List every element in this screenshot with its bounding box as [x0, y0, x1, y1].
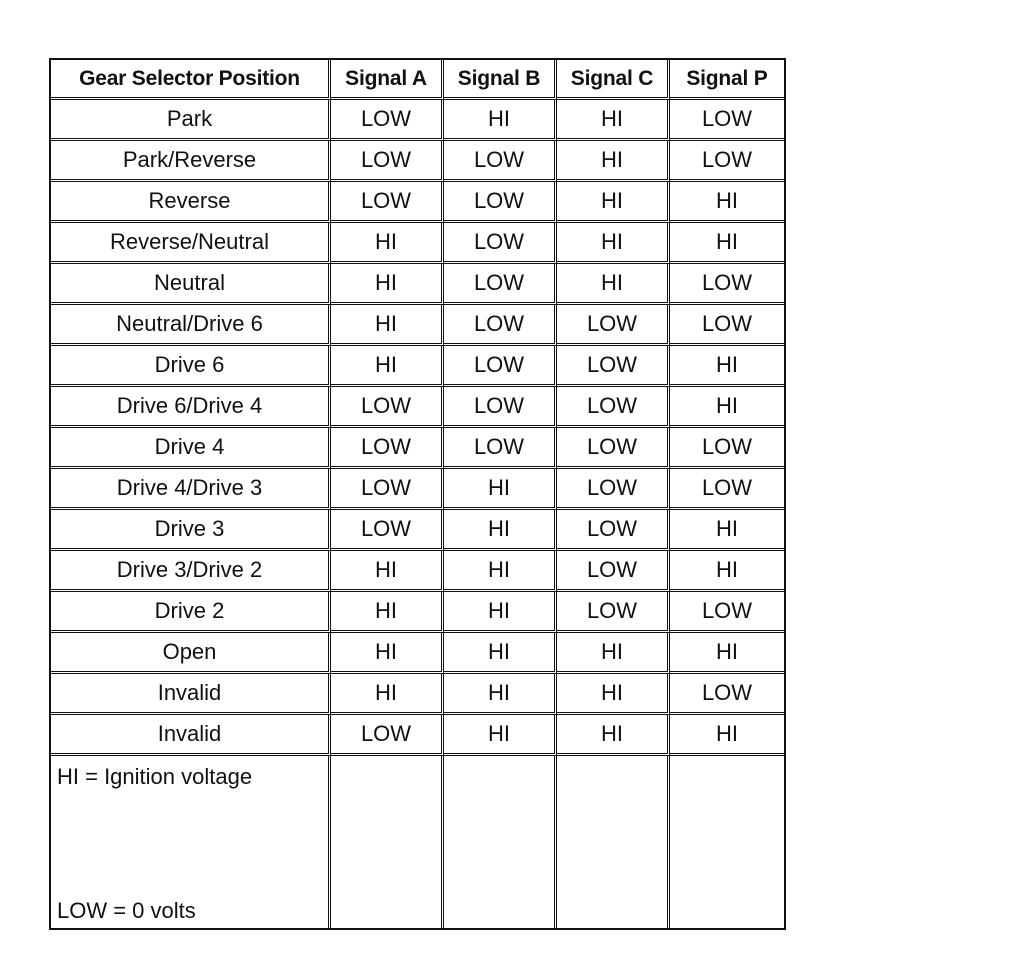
signal-b-cell: HI	[444, 551, 557, 592]
table-row	[51, 223, 784, 264]
signal-c-cell: HI	[557, 633, 670, 674]
table-row	[51, 633, 784, 674]
signal-a-cell: LOW	[331, 387, 444, 428]
gear-position-cell: Drive 2	[51, 592, 331, 633]
table-row	[51, 551, 784, 592]
signal-a-cell: LOW	[331, 510, 444, 551]
gear-position-cell: Drive 4/Drive 3	[51, 469, 331, 510]
signal-b-cell: LOW	[444, 346, 557, 387]
signal-a-cell: LOW	[331, 141, 444, 182]
signal-b-cell: HI	[444, 674, 557, 715]
signal-p-cell: LOW	[670, 592, 784, 633]
table-row	[51, 510, 784, 551]
signal-b-cell: HI	[444, 510, 557, 551]
gear-position-cell: Neutral/Drive 6	[51, 305, 331, 346]
legend-row	[51, 756, 784, 928]
gear-position-cell: Reverse/Neutral	[51, 223, 331, 264]
signal-a-cell: HI	[331, 346, 444, 387]
signal-c-cell: LOW	[557, 387, 670, 428]
signal-c-cell: LOW	[557, 510, 670, 551]
signal-b-cell: LOW	[444, 264, 557, 305]
signal-b-cell: HI	[444, 592, 557, 633]
signal-a-cell: LOW	[331, 469, 444, 510]
legend-empty-cell	[670, 756, 784, 928]
table-row	[51, 264, 784, 305]
signal-p-cell: LOW	[670, 100, 784, 141]
signal-c-cell: HI	[557, 715, 670, 756]
signal-a-cell: HI	[331, 551, 444, 592]
table-row	[51, 715, 784, 756]
gear-position-cell: Invalid	[51, 674, 331, 715]
signal-p-cell: LOW	[670, 264, 784, 305]
signal-c-cell: LOW	[557, 469, 670, 510]
table-body	[51, 100, 784, 928]
table-row	[51, 674, 784, 715]
gear-position-cell: Park	[51, 100, 331, 141]
signal-b-cell: LOW	[444, 305, 557, 346]
signal-p-cell: HI	[670, 346, 784, 387]
signal-p-cell: HI	[670, 510, 784, 551]
table-row	[51, 387, 784, 428]
signal-a-cell: LOW	[331, 715, 444, 756]
legend-hi-text: HI = Ignition voltage	[57, 764, 253, 789]
signal-c-cell: HI	[557, 223, 670, 264]
table-row	[51, 592, 784, 633]
legend-empty-cell	[444, 756, 557, 928]
header-signal-a: Signal A	[331, 60, 444, 100]
gear-selector-signal-table	[49, 58, 786, 930]
header-signal-b: Signal B	[444, 60, 557, 100]
gear-position-cell: Drive 3/Drive 2	[51, 551, 331, 592]
signal-p-cell: LOW	[670, 141, 784, 182]
signal-b-cell: HI	[444, 100, 557, 141]
table-row	[51, 346, 784, 387]
legend-empty-cell	[557, 756, 670, 928]
signal-p-cell: HI	[670, 387, 784, 428]
signal-p-cell: HI	[670, 633, 784, 674]
signal-a-cell: HI	[331, 264, 444, 305]
signal-a-cell: LOW	[331, 428, 444, 469]
signal-c-cell: LOW	[557, 428, 670, 469]
gear-position-cell: Drive 3	[51, 510, 331, 551]
table-row	[51, 428, 784, 469]
signal-b-cell: LOW	[444, 428, 557, 469]
header-signal-p: Signal P	[670, 60, 784, 100]
signal-a-cell: LOW	[331, 100, 444, 141]
table-row	[51, 141, 784, 182]
signal-p-cell: HI	[670, 223, 784, 264]
header-signal-c: Signal C	[557, 60, 670, 100]
signal-c-cell: HI	[557, 264, 670, 305]
signal-c-cell: HI	[557, 141, 670, 182]
table-row	[51, 469, 784, 510]
gear-position-cell: Drive 6	[51, 346, 331, 387]
signal-a-cell: HI	[331, 223, 444, 264]
signal-p-cell: HI	[670, 182, 784, 223]
table-row	[51, 100, 784, 141]
signal-p-cell: LOW	[670, 469, 784, 510]
gear-position-cell: Park/Reverse	[51, 141, 331, 182]
signal-b-cell: HI	[444, 633, 557, 674]
signal-a-cell: HI	[331, 633, 444, 674]
signal-a-cell: HI	[331, 674, 444, 715]
gear-position-cell: Open	[51, 633, 331, 674]
gear-position-cell: Neutral	[51, 264, 331, 305]
legend-cell	[51, 756, 331, 928]
signal-p-cell: LOW	[670, 674, 784, 715]
signal-b-cell: LOW	[444, 182, 557, 223]
signal-a-cell: HI	[331, 592, 444, 633]
signal-c-cell: LOW	[557, 346, 670, 387]
signal-a-cell: HI	[331, 305, 444, 346]
header-gear-selector-position: Gear Selector Position	[51, 60, 331, 100]
signal-p-cell: HI	[670, 551, 784, 592]
signal-c-cell: HI	[557, 674, 670, 715]
signal-a-cell: LOW	[331, 182, 444, 223]
gear-position-cell: Drive 6/Drive 4	[51, 387, 331, 428]
gear-position-cell: Invalid	[51, 715, 331, 756]
table-header-row	[51, 60, 784, 100]
signal-c-cell: LOW	[557, 592, 670, 633]
gear-position-cell: Drive 4	[51, 428, 331, 469]
signal-b-cell: LOW	[444, 223, 557, 264]
table-row	[51, 182, 784, 223]
table-row	[51, 305, 784, 346]
signal-b-cell: LOW	[444, 141, 557, 182]
signal-p-cell: LOW	[670, 305, 784, 346]
legend-empty-cell	[331, 756, 444, 928]
signal-b-cell: LOW	[444, 387, 557, 428]
legend-low-text: LOW = 0 volts	[57, 898, 196, 923]
signal-c-cell: HI	[557, 100, 670, 141]
signal-b-cell: HI	[444, 469, 557, 510]
signal-b-cell: HI	[444, 715, 557, 756]
signal-c-cell: HI	[557, 182, 670, 223]
signal-c-cell: LOW	[557, 305, 670, 346]
signal-p-cell: HI	[670, 715, 784, 756]
signal-p-cell: LOW	[670, 428, 784, 469]
gear-position-cell: Reverse	[51, 182, 331, 223]
signal-c-cell: LOW	[557, 551, 670, 592]
